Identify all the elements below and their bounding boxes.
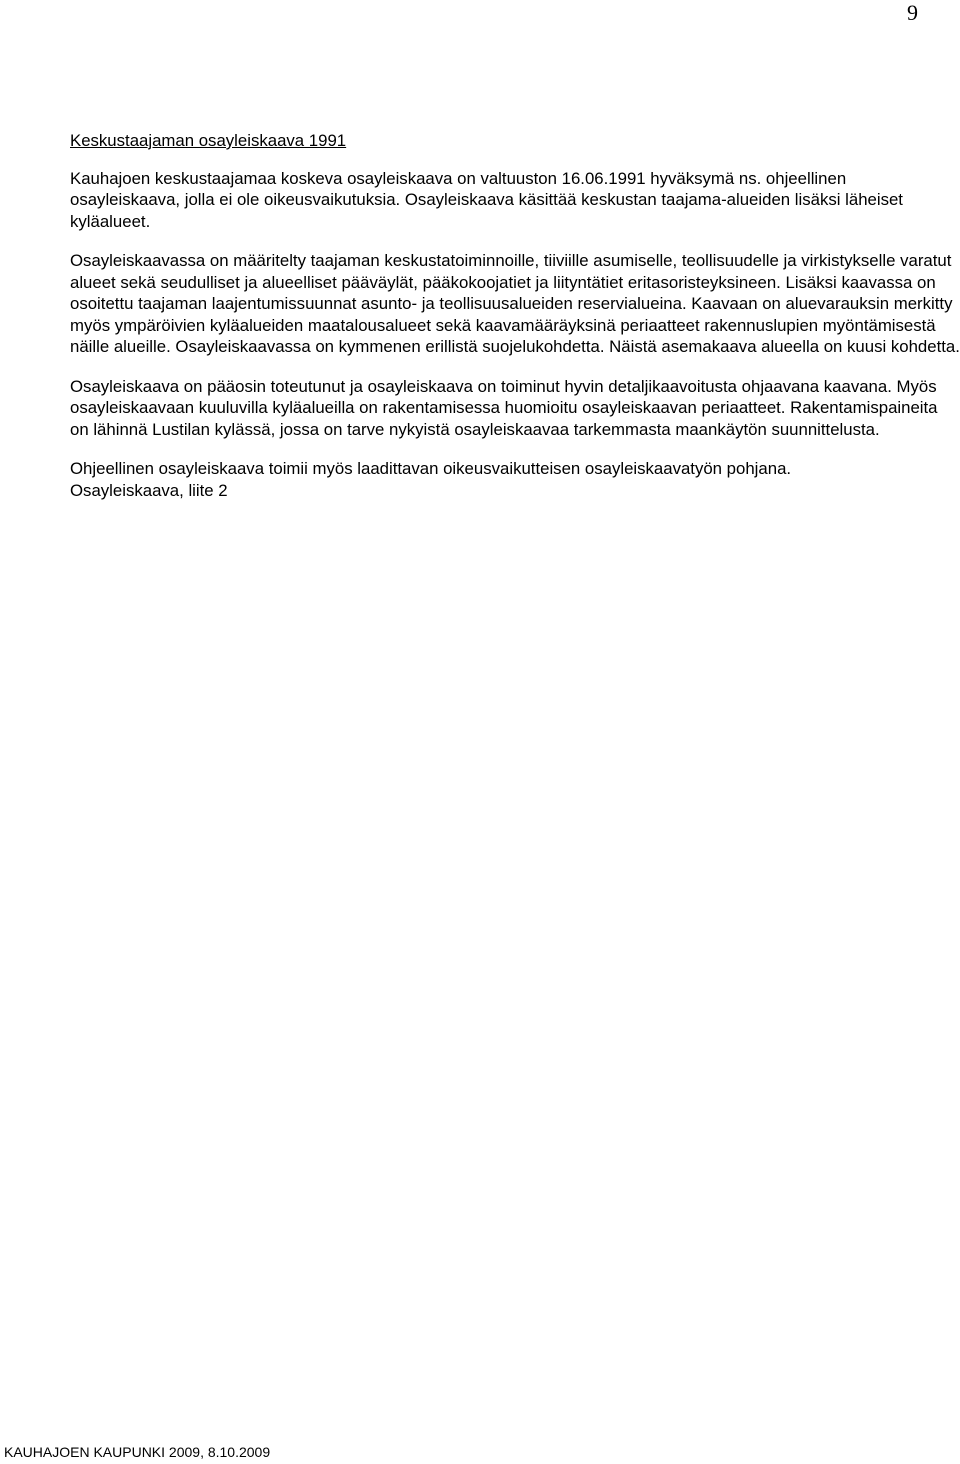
section-heading: Keskustaajaman osayleiskaava 1991	[70, 131, 347, 150]
paragraph-basis: Ohjeellinen osayleiskaava toimii myös laadittavan oikeusvaikutteisen osayleiskaavatyön pohjana.	[70, 459, 792, 478]
page-number: 9	[907, 0, 918, 25]
paragraph-intro: Kauhajoen keskustaajamaa koskeva osayleiskaava on valtuuston 16.06.1991 hyväksymä ns. ohjeellinen osayleiskaava, jolla ei ole oikeusvaikutuksia. Osayleiskaava käsittää keskustan taajama-alueiden lisäksi läheiset kyläalueet.	[70, 168, 903, 231]
paragraph-appendix-ref: Osayleiskaava, liite 2	[70, 480, 228, 500]
document-body	[70, 130, 960, 519]
paragraph-status: Osayleiskaava on pääosin toteutunut ja osayleiskaava on toiminut hyvin detaljikaavoitusta ohjaavana kaavana. Myös osayleiskaavaan kuuluvilla kyläalueilla on rakentamisessa huomioitu osayleiskaavan periaatteet. Rakentamispaineita on lähinnä Lustilan kylässä, jossa on tarve nykyistä osayleiskaavaa tarkemmasta maankäytön suunnittelusta.	[70, 376, 938, 439]
paragraph-content: Osayleiskaavassa on määritelty taajaman keskustatoiminnoille, tiiviille asumiselle, teollisuudelle ja virkistykselle varatut alueet sekä seudulliset ja alueelliset pääväylät, pääkokoojatiet ja liityntätiet eritasoristeyksineen. Lisäksi kaavassa on osoitettu taajaman laajentumissuunnat asunto- ja teollisuusalueiden reservialueina. Kaavaan on aluevarauksin merkitty myös ympäröivien kyläalueiden maatalousalueet sekä kaavamääräyksinä periaatteet rakennuslupien myöntämisestä näille alueille. Osayleiskaavassa on kymmenen erillistä suojelukohdetta. Näistä asemakaava alueella on kuusi kohdetta.	[70, 251, 960, 356]
page-footer: KAUHAJOEN KAUPUNKI 2009, 8.10.2009	[4, 1444, 271, 1460]
